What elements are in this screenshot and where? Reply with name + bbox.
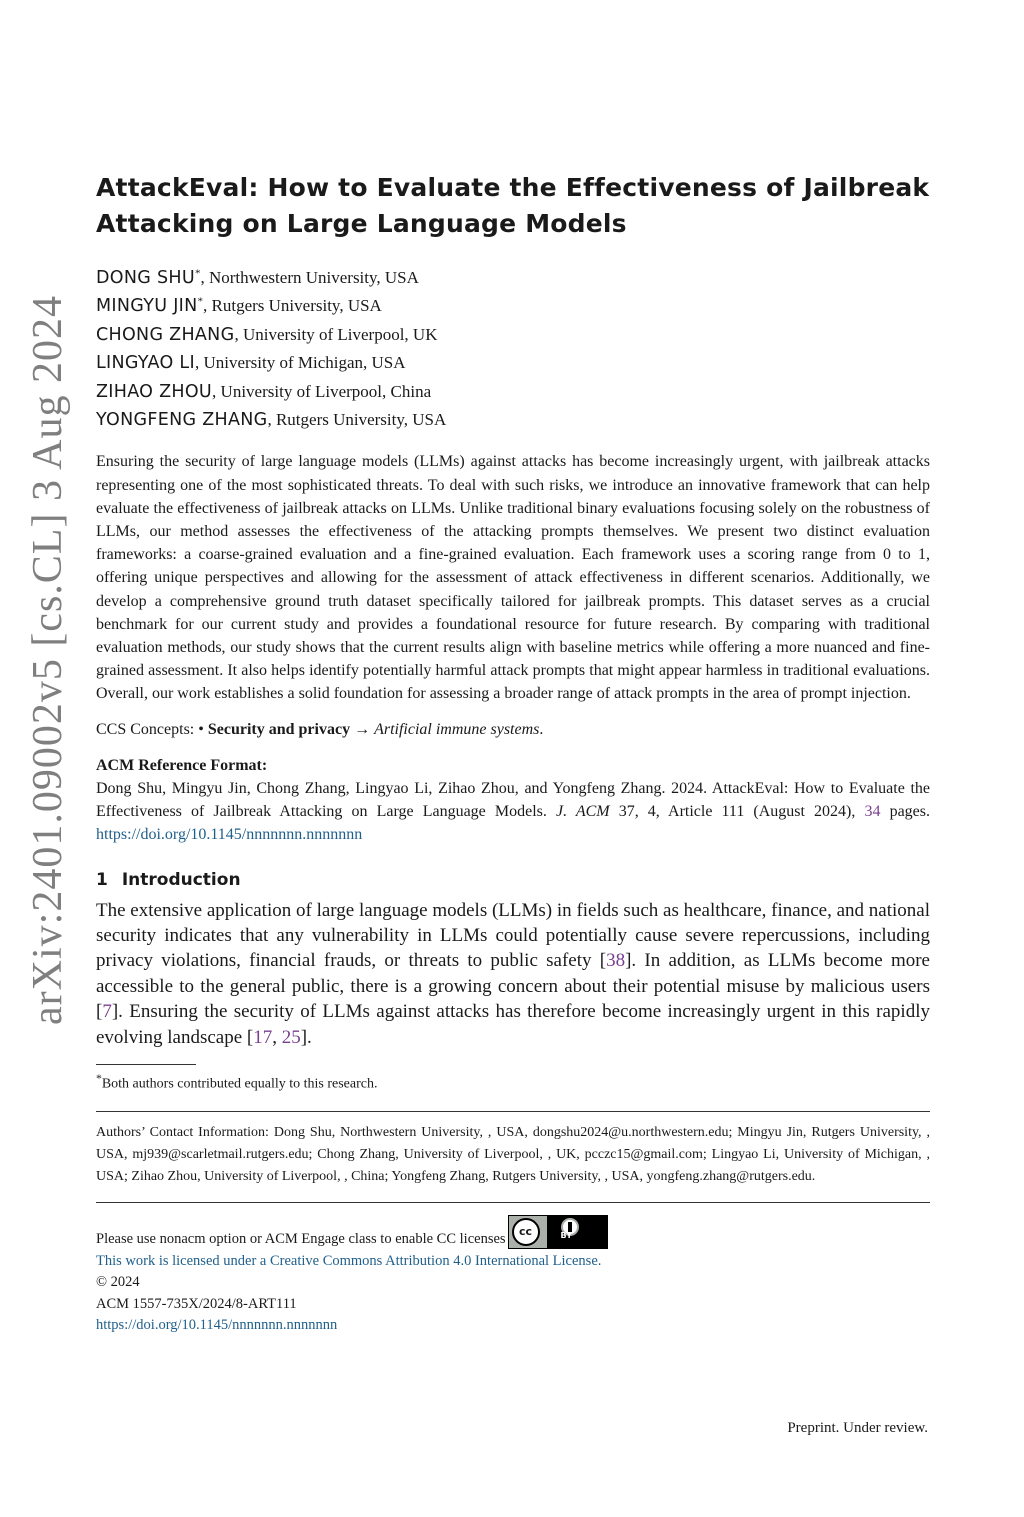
author-line — [96, 264, 930, 292]
footnote-rule — [96, 1064, 196, 1065]
paper-title — [96, 170, 930, 242]
author-list — [96, 264, 930, 434]
citation-separator: , — [272, 1026, 282, 1048]
license-block — [96, 1215, 930, 1337]
intro-text: ]. Ensuring the security of LLMs against attacks has therefore become increasingly urgent in this rapidly evolving landscape [ — [96, 1001, 930, 1048]
author-name: LINGYAO LI — [96, 353, 195, 374]
author-name: YONGFENG ZHANG — [96, 410, 268, 431]
author-line — [96, 406, 930, 434]
arxiv-id: arXiv:2401.09002v5 [cs.CL] 3 Aug 2024 — [25, 295, 72, 1025]
divider — [96, 1111, 930, 1112]
reference-pages: pages. — [880, 802, 930, 820]
citation-link[interactable]: 38 — [606, 950, 626, 972]
intro-text: The extensive application of large language models (LLMs) in fields such as healthcare, finance, and national security indicates that any vulnerability in LLMs could potentially cause severe repercussions, including privacy violations, financial frauds, or threats to public safety [ — [96, 899, 930, 972]
page-content — [96, 170, 930, 1337]
cc-by-badge[interactable] — [508, 1215, 608, 1249]
reference-volume: 37, 4, Article 111 (August 2024), — [609, 802, 865, 820]
nonacm-note: Please use nonacm option or ACM Engage class to enable CC licenses — [96, 1231, 506, 1248]
author-name: DONG SHU — [96, 268, 195, 288]
author-name: MINGYU JIN — [96, 296, 198, 317]
author-affiliation: , University of Liverpool, UK — [234, 324, 438, 344]
doi-link-footer[interactable]: https://doi.org/10.1145/nnnnnnn.nnnnnnn — [96, 1317, 338, 1334]
author-line — [96, 349, 930, 377]
author-contact-info: Authors’ Contact Information: Dong Shu, Northwestern University, , USA, dongshu2024@u.northwestern.edu; Mingyu Jin, Rutgers University, , USA, mj939@scarletmail.rutgers.edu; Chong Zhang, University of Liverpool, , UK, pcczc15@gmail.com; Lingyao Li, University of Michigan, , USA; Zihao Zhou, University of Liverpool, , China; Yongfeng Zhang, Rutgers University, , USA, yongfeng.zhang@rutgers.edu. — [96, 1124, 930, 1184]
cc-license-line — [96, 1215, 930, 1251]
acm-identifier: ACM 1557-735X/2024/8-ART111 — [96, 1295, 297, 1312]
citation-link[interactable]: 17 — [253, 1026, 273, 1048]
introduction-paragraph — [96, 898, 930, 1050]
page-count-link[interactable]: 34 — [864, 802, 881, 820]
cc-icon: cc — [512, 1218, 540, 1246]
author-line — [96, 292, 930, 320]
section-heading — [96, 868, 930, 892]
author-line — [96, 321, 930, 349]
doi-link[interactable]: https://doi.org/10.1145/nnnnnnn.nnnnnnn — [96, 825, 363, 843]
author-affiliation: , Rutgers University, USA — [267, 410, 447, 430]
title-line-1: AttackEval: How to Evaluate the Effectiveness of Jailbreak — [96, 173, 930, 202]
intro-text: ]. In addition, as LLMs become more accessible to the general public, there is a growing concern about their potential misuse by malicious users [ — [96, 950, 930, 1023]
author-affiliation: , University of Michigan, USA — [194, 353, 406, 373]
section-number: 1 — [96, 869, 108, 890]
author-name: CHONG ZHANG — [96, 324, 235, 345]
ccs-concepts — [96, 718, 930, 741]
author-affiliation: , Northwestern University, USA — [200, 268, 419, 287]
section-title: Introduction — [121, 869, 241, 890]
ccs-arrow: → — [350, 720, 375, 738]
reference-citation: Dong Shu, Mingyu Jin, Chong Zhang, Lingyao Li, Zihao Zhou, and Yongfeng Zhang. 2024. AttackEval: How to Evaluate the Effectiveness of Jailbreak Attacking on Large Language Models. — [96, 779, 930, 820]
abstract: Ensuring the security of large language models (LLMs) against attacks has become increasingly urgent, with jailbreak attacks representing one of the most sophisticated threats. To deal with such risks, we introduce an innovative framework that can help evaluate the effectiveness of jailbreak attacks on LLMs. Unlike traditional binary evaluations focusing solely on the robustness of LLMs, our method assesses the effectiveness of the attacking prompts themselves. We present two distinct evaluation frameworks: a coarse-grained evaluation and a fine-grained evaluation. Each framework uses a scoring range from 0 to 1, offering unique perspectives and allowing for the assessment of attack effectiveness in different scenarios. Additionally, we develop a comprehensive ground truth dataset specifically tailored for jailbreak prompts. This dataset serves as a crucial benchmark for our current study and provides a foundational resource for future research. By comparing with traditional evaluation methods, our study shows that the current results align with baseline metrics while offering a more nuanced and fine-grained assessment. It also helps identify potentially harmful attack prompts that might appear harmless in traditional evaluations. Overall, our work establishes a solid foundation for assessing a broader range of attack prompts in the area of prompt injection. — [96, 453, 930, 703]
equal-contribution-mark: * — [194, 267, 201, 280]
title-line-2: Attacking on Large Language Models — [96, 209, 627, 238]
author-affiliation: , University of Liverpool, China — [212, 381, 432, 401]
intro-text: ]. — [300, 1026, 312, 1048]
journal-name: J. ACM — [555, 802, 610, 820]
footnote — [96, 1069, 930, 1095]
preprint-note: Preprint. Under review. — [787, 1420, 928, 1436]
arxiv-sidebar — [22, 295, 74, 1025]
citation-link[interactable]: 25 — [281, 1026, 301, 1048]
cc-license-link[interactable]: This work is licensed under a Creative Commons Attribution 4.0 International License. — [96, 1252, 602, 1269]
footnote-mark: * — [96, 1072, 102, 1086]
divider — [96, 1202, 930, 1203]
ccs-category: Security and privacy — [207, 720, 351, 738]
author-affiliation: , Rutgers University, USA — [203, 296, 382, 316]
equal-contribution-mark: * — [197, 295, 204, 308]
author-line — [96, 378, 930, 406]
cc-by-label: BY — [560, 1231, 572, 1241]
ccs-concept: Artificial immune systems — [374, 720, 540, 738]
ccs-prefix: CCS Concepts: • — [96, 720, 208, 738]
footnote-text: Both authors contributed equally to this research. — [101, 1076, 378, 1092]
citation-link[interactable]: 7 — [102, 1001, 112, 1023]
author-name: ZIHAO ZHOU — [96, 381, 213, 402]
acm-reference-text — [96, 777, 930, 846]
ccs-end: . — [539, 720, 544, 738]
acm-reference-heading: ACM Reference Format: — [96, 756, 268, 774]
copyright: © 2024 — [96, 1274, 140, 1291]
